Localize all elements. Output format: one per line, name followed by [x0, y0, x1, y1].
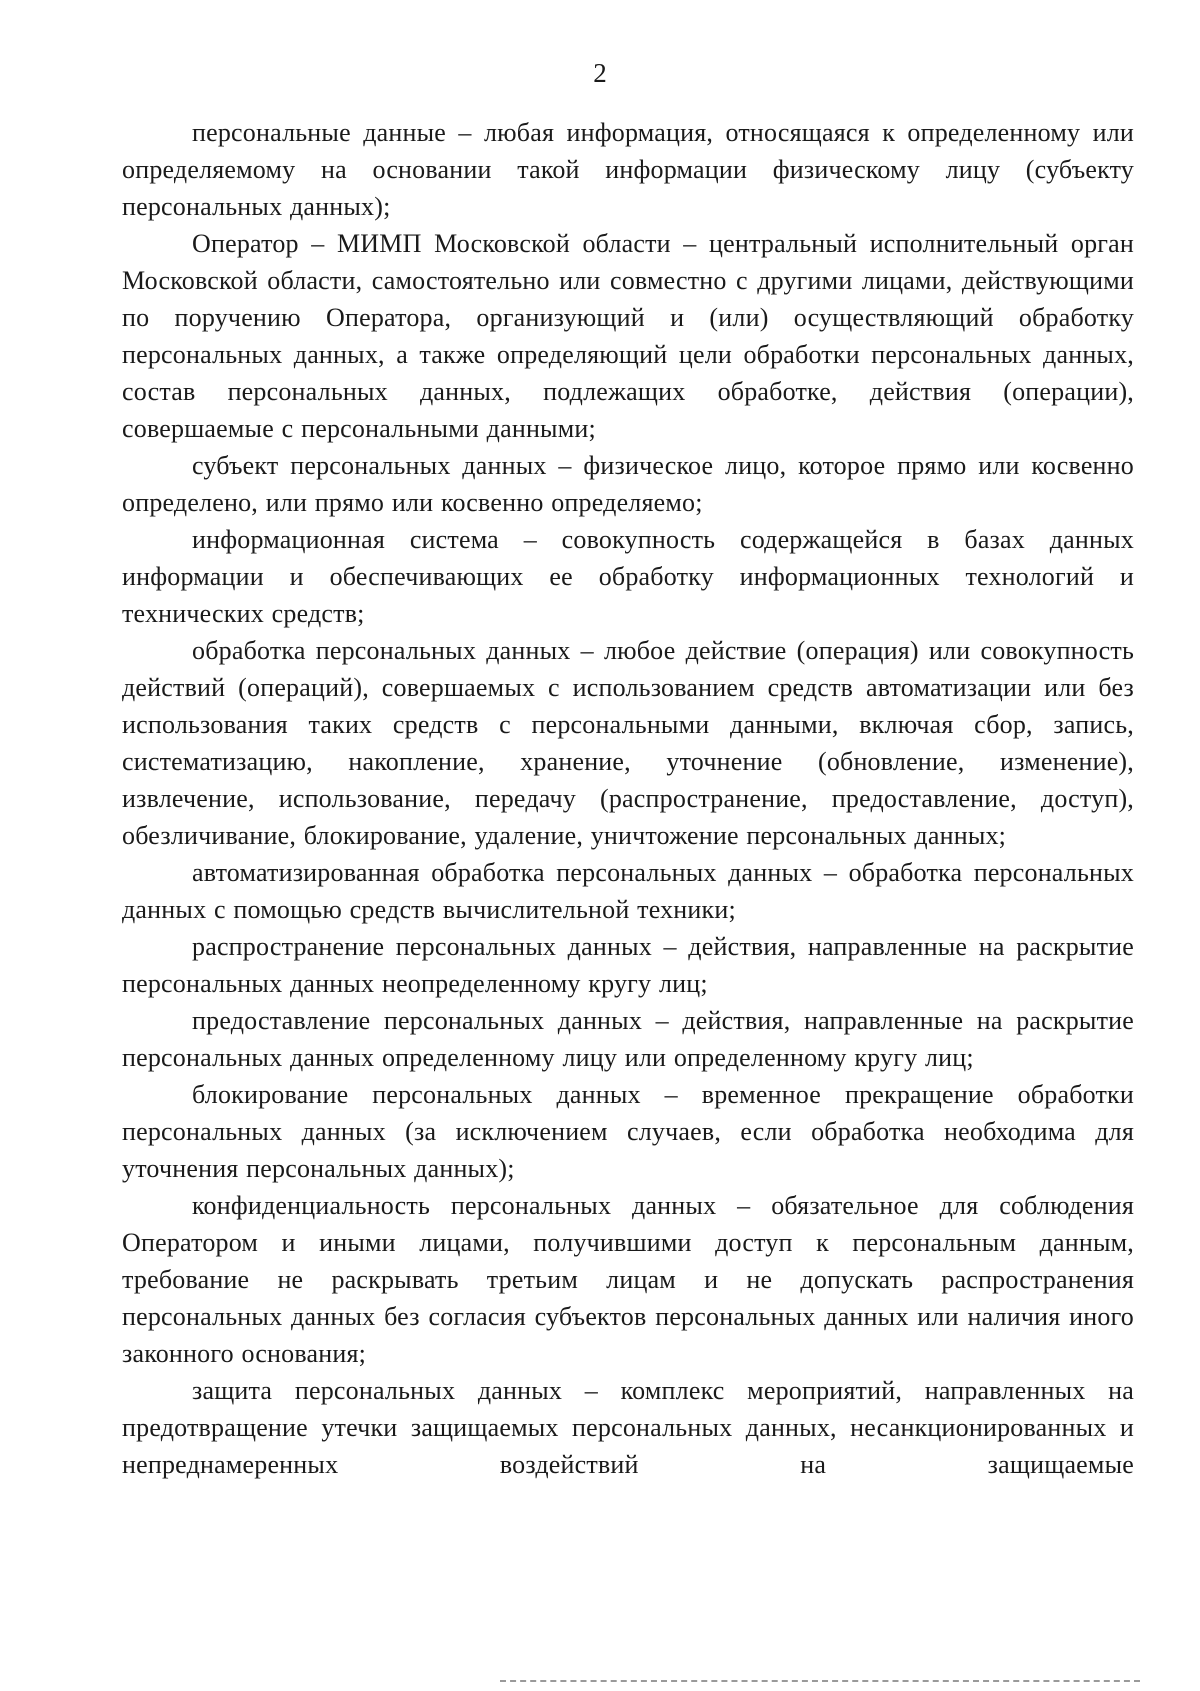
paragraph-automated-processing: автоматизированная обработка персональных данных – обработка персональных данных с помощью средств вычислительной техники; — [122, 858, 1134, 924]
paragraph-data-processing: обработка персональных данных – любое действие (операция) или совокупность действий (операций), совершаемых с использованием средств автоматизации или без использования таких средств с персональными данными, включая сбор, запись, систематизацию, накопление, хранение, уточнение (обновление, изменение), извлечение, использование, передачу (распространение, предоставление, доступ), обезличивание, блокирование, удаление, уничтожение персональных данных; — [122, 636, 1134, 850]
paragraph-confidentiality: конфиденциальность персональных данных – обязательное для соблюдения Оператором и иными лицами, получившими доступ к персональным данным, требование не раскрывать третьим лицам и не допускать распространения персональных данных без согласия субъектов персональных данных или наличия иного законного основания; — [122, 1191, 1134, 1368]
bottom-scan-rule — [500, 1680, 1140, 1682]
paragraph-information-system: информационная система – совокупность содержащейся в базах данных информации и обеспечивающих ее обработку информационных технологий и технических средств; — [122, 525, 1134, 628]
paragraph-operator: Оператор – МИМП Московской области – центральный исполнительный орган Московской области, самостоятельно или совместно с другими лицами, действующими по поручению Оператора, организующий и (или) осуществляющий обработку персональных данных, а также определяющий цели обработки персональных данных, состав персональных данных, подлежащих обработке, действия (операции), совершаемые с персональными данными; — [122, 229, 1134, 443]
paragraph-data-subject: субъект персональных данных – физическое лицо, которое прямо или косвенно определено, или прямо или косвенно определяемо; — [122, 451, 1134, 517]
paragraph-provision: предоставление персональных данных – действия, направленные на раскрытие персональных данных определенному лицу или определенному кругу лиц; — [122, 1006, 1134, 1072]
paragraph-personal-data: персональные данные – любая информация, относящаяся к определенному или определяемому на основании такой информации физическому лицу (субъекту персональных данных); — [122, 118, 1134, 221]
paragraph-blocking: блокирование персональных данных – временное прекращение обработки персональных данных (за исключением случаев, если обработка необходима для уточнения персональных данных); — [122, 1080, 1134, 1183]
paragraph-data-protection: защита персональных данных – комплекс мероприятий, направленных на предотвращение утечки защищаемых персональных данных, несанкционированных и непреднамеренных воздействий на защищаемые — [122, 1376, 1134, 1479]
document-body — [122, 114, 1134, 1483]
page-number: 2 — [593, 58, 607, 88]
paragraph-distribution: распространение персональных данных – действия, направленные на раскрытие персональных данных неопределенному кругу лиц; — [122, 932, 1134, 998]
